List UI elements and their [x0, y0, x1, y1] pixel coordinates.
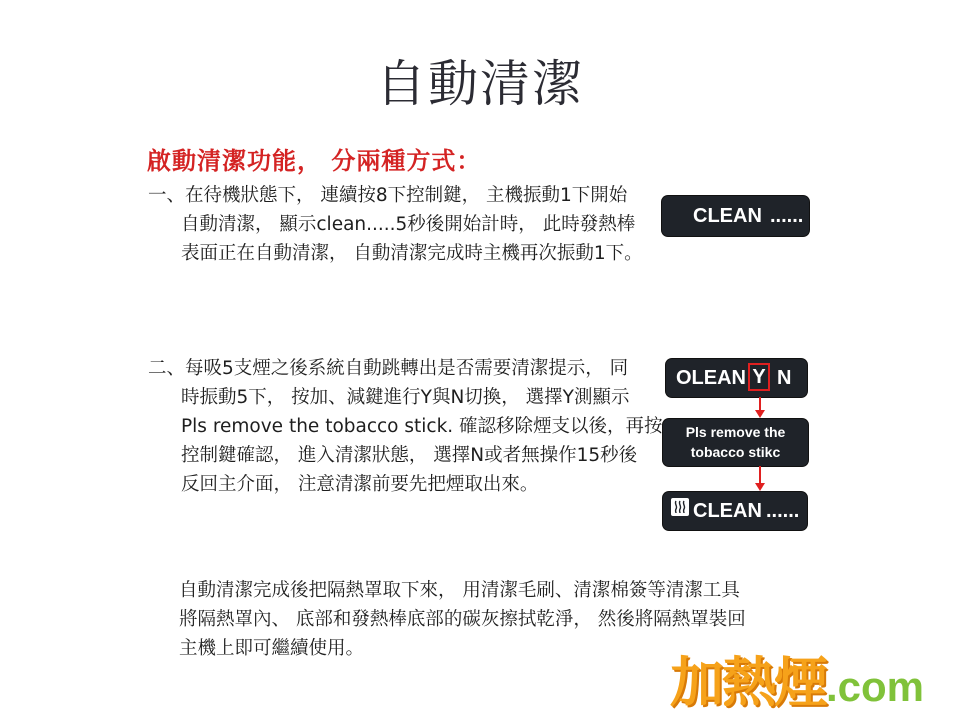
method-one-line: 自動清潔， 顯示clean.....5秒後開始計時， 此時發熱棒 [181, 214, 636, 235]
clean-screen-dots: ...... [770, 205, 804, 227]
method-two-text [148, 354, 663, 499]
method-two-line: Pls remove the tobacco stick. 確認移除煙支以後，再按 [181, 416, 663, 437]
clean-screen-display [662, 196, 809, 236]
method-two-line: 反回主介面， 注意清潔前要先把煙取出來。 [181, 474, 539, 495]
method-two-line: 時振動5下， 按加、減鍵進行Y與N切換， 選擇Y測顯示 [181, 387, 630, 408]
no-option: N [777, 367, 792, 389]
clean-prompt-display [666, 359, 807, 397]
page-title: 自動清潔 [376, 55, 584, 113]
method-two-line: 二、每吸5支煙之後系統自動跳轉出是否需要清潔提示， 同 [148, 358, 629, 379]
method-one-line: 表面正在自動清潔， 自動清潔完成時主機再次振動1下。 [181, 243, 643, 264]
cleaning-progress-display [663, 492, 807, 530]
remove-stick-line: tobacco stikc [690, 444, 781, 460]
down-arrow-icon [754, 466, 766, 492]
method-one-text [148, 181, 643, 268]
cleaning-note-line: 主機上即可繼續使用。 [179, 638, 365, 659]
remove-stick-display [663, 419, 808, 466]
method-one-line: 一、在待機狀態下， 連續按8下控制鍵， 主機振動1下開始 [148, 185, 628, 206]
cleaning-note-line: 自動清潔完成後把隔熱罩取下來， 用清潔毛刷、清潔棉簽等清潔工具 [179, 580, 740, 601]
section-subtitle: 啟動清潔功能， 分兩種方式： [147, 147, 482, 175]
site-logo-name: 加熱煙 [670, 651, 826, 714]
site-logo [670, 640, 925, 714]
remove-stick-line: Pls remove the [685, 424, 786, 440]
yes-option-highlight: Y [748, 363, 770, 391]
cleaning-progress-text: CLEAN [693, 500, 762, 522]
clean-prompt-text: OLEAN [676, 367, 746, 389]
heat-wave-icon [671, 498, 689, 516]
cleaning-note-text [179, 576, 746, 663]
down-arrow-icon [754, 397, 766, 419]
site-logo-suffix: .com [826, 663, 925, 710]
clean-screen-text: CLEAN [693, 205, 762, 227]
cleaning-note-line: 將隔熱罩內、 底部和發熱棒底部的碳灰擦拭乾淨， 然後將隔熱罩裝回 [179, 609, 746, 630]
method-two-line: 控制鍵確認， 進入清潔狀態， 選擇N或者無操作15秒後 [181, 445, 638, 466]
cleaning-progress-dots: ...... [766, 500, 800, 522]
